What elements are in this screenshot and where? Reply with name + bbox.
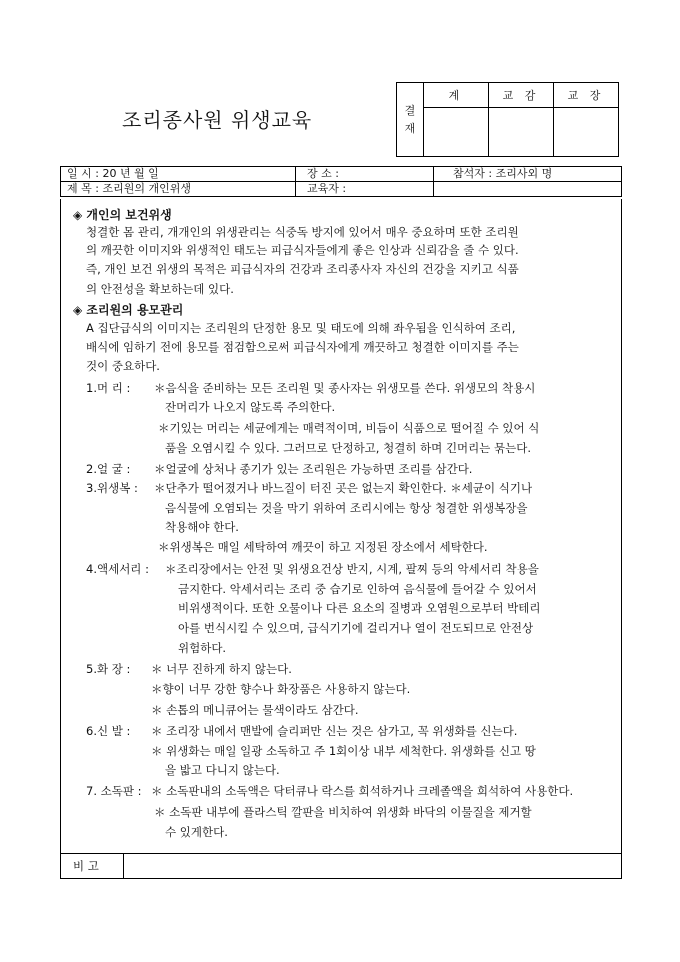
divider bbox=[295, 167, 296, 181]
item-label: 5.화 장 : bbox=[86, 662, 131, 676]
date-field: 일 시 : 20 년 월 일 bbox=[67, 167, 159, 180]
body-line: 의 안전성을 확보하는데 있다. bbox=[86, 282, 234, 296]
item-label: 6.신 발 : bbox=[86, 724, 131, 738]
divider bbox=[123, 854, 124, 878]
educator-field: 교육자 : bbox=[307, 182, 347, 195]
info-row-1 bbox=[60, 166, 622, 182]
item-line: ＊ 위생화는 매일 일광 소독하고 주 1회이상 내부 세척한다. 위생화를 신고 땅 bbox=[151, 744, 536, 758]
body-line: 청결한 몸 관리, 개개인의 위생관리는 식중독 방지에 있어서 매우 중요하며 또한 조리원 bbox=[86, 225, 519, 239]
body-line: 즉, 개인 보건 위생의 목적은 피급식자의 건강과 조리종사자 자신의 건강을 지키고 식품 bbox=[86, 262, 519, 276]
item-line: 잔머리가 나오지 않도록 주의한다. bbox=[165, 400, 336, 414]
signature-cell[interactable] bbox=[424, 108, 489, 157]
approval-header: 교 장 bbox=[554, 83, 619, 108]
item-line: ＊ 조리장 내에서 맨발에 슬리퍼만 신는 것은 삼가고, 꼭 위생화를 신는다. bbox=[151, 724, 518, 738]
item-label: 1.머 리 : bbox=[86, 381, 131, 395]
item-line: ＊단추가 떨어졌거나 바느질이 터진 곳은 없는지 확인한다. ＊세균이 식기나 bbox=[154, 481, 533, 495]
remarks-label: 비 고 bbox=[73, 859, 99, 873]
item-label: 3.위생복 : bbox=[86, 481, 138, 495]
attendees-field: 참석자 : 조리사외 명 bbox=[453, 167, 553, 180]
item-line: 수 있게한다. bbox=[165, 825, 228, 839]
item-line: ＊음식을 준비하는 모든 조리원 및 종사자는 위생모를 쓴다. 위생모의 착용시 bbox=[154, 381, 536, 395]
body-line: A 집단급식의 이미지는 조리원의 단정한 용모 및 태도에 의해 좌우됨을 인식하여 조리, bbox=[86, 321, 516, 335]
approval-header: 교 감 bbox=[489, 83, 554, 108]
item-line: ＊조리장에서는 안전 및 위생요건상 반지, 시계, 팔찌 등의 악세서리 착용을 bbox=[165, 562, 539, 576]
approval-side-char: 재 bbox=[404, 121, 416, 135]
item-label: 4.액세서리 : bbox=[86, 562, 149, 576]
section-heading: ◈ 개인의 보건위생 bbox=[73, 208, 172, 222]
signature-cell[interactable] bbox=[554, 108, 619, 157]
approval-side-char: 결 bbox=[404, 103, 416, 117]
item-line: ＊ 소독판내의 소독액은 닥터큐나 락스를 희석하거나 크레졸액을 희석하여 사용한다. bbox=[151, 784, 574, 798]
section-heading: ◈ 조리원의 용모관리 bbox=[73, 303, 184, 317]
item-line: 아를 번식시킬 수 있으며, 급식기기에 걸리거나 열이 전도되므로 안전상 bbox=[178, 621, 534, 635]
subject-field: 제 목 : 조리원의 개인위생 bbox=[67, 182, 191, 195]
divider bbox=[295, 182, 296, 196]
body-line: 것이 중요하다. bbox=[86, 359, 160, 373]
approval-table bbox=[396, 82, 619, 157]
body-line: 배식에 임하기 전에 용모를 점검함으로써 피급식자에게 깨끗하고 청결한 이미지를 주는 bbox=[86, 340, 519, 354]
item-line: ＊ 소독판 내부에 플라스틱 깔판을 비치하여 위생화 바닥의 이물질을 제거할 bbox=[154, 805, 532, 819]
item-label: 2.얼 굴 : bbox=[86, 462, 131, 476]
content-box bbox=[60, 199, 622, 854]
item-line: ＊얼굴에 상처나 종기가 있는 조리원은 가능하면 조리를 삼간다. bbox=[154, 462, 473, 476]
item-line: 비위생적이다. 또한 오물이나 다른 요소의 질병과 오염원으로부터 박테리 bbox=[178, 601, 541, 615]
item-line: ＊기있는 머리는 세균에게는 매력적이며, 비듬이 식품으로 떨어질 수 있어 식 bbox=[158, 421, 540, 435]
item-line: 위험하다. bbox=[178, 641, 227, 655]
place-field: 장 소 : bbox=[307, 167, 339, 180]
item-line: ＊ 손톱의 메니큐어는 물색이라도 삼간다. bbox=[151, 703, 359, 717]
page-title: 조리종사원 위생교육 bbox=[122, 108, 313, 132]
item-line: ＊ 너무 진하게 하지 않는다. bbox=[151, 662, 292, 676]
info-row-2 bbox=[60, 181, 622, 197]
item-line: ＊위생복은 매일 세탁하여 깨끗이 하고 지정된 장소에서 세탁한다. bbox=[158, 540, 488, 554]
body-line: 의 깨끗한 이미지와 위생적인 태도는 피급식자들에게 좋은 인상과 신뢰감을 줄 수 있다. bbox=[86, 243, 519, 257]
item-line: 금지한다. 악세서리는 조리 중 습기로 인하여 음식물에 들어갈 수 있어서 bbox=[178, 582, 537, 596]
approval-side-label bbox=[397, 83, 424, 157]
item-line: 품을 오염시킬 수 있다. 그러므로 단정하고, 청결히 하며 긴머리는 묶는다. bbox=[165, 441, 532, 455]
remarks-field[interactable] bbox=[125, 854, 621, 878]
remarks-row bbox=[60, 853, 622, 879]
item-line: 을 밟고 다니지 않는다. bbox=[165, 763, 280, 777]
signature-cell[interactable] bbox=[489, 108, 554, 157]
item-line: 음식물에 오염되는 것을 막기 위하여 조리시에는 항상 청결한 위생복장을 bbox=[165, 501, 528, 515]
item-line: ＊향이 너무 강한 향수나 화장품은 사용하지 않는다. bbox=[151, 682, 411, 696]
item-line: 착용해야 한다. bbox=[165, 520, 239, 534]
divider bbox=[433, 167, 434, 181]
divider bbox=[433, 182, 434, 196]
approval-header: 계 bbox=[424, 83, 489, 108]
item-label: 7. 소독판 : bbox=[86, 784, 142, 798]
